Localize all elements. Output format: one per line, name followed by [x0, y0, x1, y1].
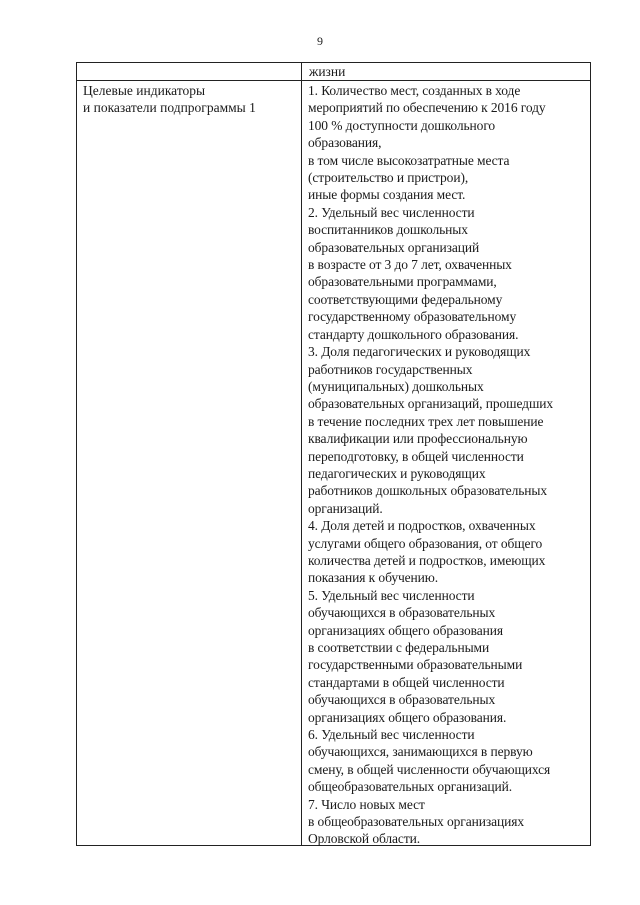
continuation-text: жизни	[309, 64, 346, 79]
indicator-text-line: работников государственных	[308, 361, 473, 377]
indicator-text-line: 6. Удельный вес численности	[308, 727, 475, 743]
indicator-text-line: обучающихся в образовательных	[308, 605, 496, 621]
indicator-text-line: 100 % доступности дошкольного	[308, 117, 496, 133]
indicator-text-line: организаций.	[308, 500, 383, 516]
indicator-text-line: соответствующими федеральному	[308, 291, 503, 307]
indicator-text-line: 7. Число новых мест	[308, 796, 425, 812]
indicator-text-line: воспитанников дошкольных	[308, 222, 468, 238]
indicator-text-line: услугами общего образования, от общего	[308, 535, 543, 551]
indicator-text-line: работников дошкольных образовательных	[308, 483, 548, 499]
indicator-text-line: мероприятий по обеспечению к 2016 году	[308, 100, 546, 116]
indicator-text-line: (строительство и пристрои),	[308, 170, 469, 186]
indicator-text-line: государственными образовательными	[308, 657, 523, 673]
indicator-text-line: смену, в общей численности обучающихся	[308, 761, 551, 777]
indicator-text-line: 3. Доля педагогических и руководящих	[308, 344, 531, 360]
indicator-text-line: в возрасте от 3 до 7 лет, охваченных	[308, 257, 512, 273]
indicator-text-line: образовательных организаций	[308, 239, 480, 255]
subprogram-table	[76, 62, 591, 846]
page-number: 9	[317, 34, 323, 48]
indicator-text-line: образовательными программами,	[308, 274, 497, 290]
indicator-text-line: количества детей и подростков, имеющих	[308, 552, 546, 568]
indicator-text-line: стандартами в общей численности	[308, 674, 505, 690]
label-line: Целевые индикаторы	[83, 83, 206, 98]
indicator-text-line: организациях общего образования.	[308, 709, 507, 725]
indicator-text-line: 5. Удельный вес численности	[308, 587, 475, 603]
indicators-list-cell	[308, 82, 590, 848]
indicator-text-line: квалификации или профессиональную	[308, 431, 528, 447]
indicator-text-line: в общеобразовательных организациях	[308, 814, 524, 830]
indicator-text-line: в том числе высокозатратные места	[308, 152, 510, 168]
label-line: и показатели подпрограммы 1	[83, 100, 256, 116]
indicator-text-line: 1. Количество мест, созданных в ходе	[308, 83, 521, 98]
indicator-text-line: организациях общего образования	[308, 622, 504, 638]
column-divider	[301, 63, 302, 845]
indicator-text-line: 2. Удельный вес численности	[308, 204, 475, 220]
indicator-text-line: в соответствии с федеральными	[308, 640, 490, 655]
indicator-text-line: иные формы создания мест.	[308, 187, 466, 203]
indicator-text-line: образовательных организаций, прошедших	[308, 396, 554, 412]
indicator-text-line: общеобразовательных организаций.	[308, 779, 513, 795]
indicator-text-line: Орловской области.	[308, 831, 421, 847]
indicator-text-line: обучающихся в образовательных	[308, 692, 496, 708]
indicator-text-line: обучающихся, занимающихся в первую	[308, 744, 533, 760]
indicator-text-line: образования,	[308, 135, 382, 151]
indicator-text-line: государственному образовательному	[308, 309, 517, 325]
indicator-text-line: показания к обучению.	[308, 570, 439, 586]
indicator-text-line: 4. Доля детей и подростков, охваченных	[308, 518, 536, 534]
indicator-text-line: педагогических и руководящих	[308, 465, 486, 481]
indicator-text-line: в течение последних трех лет повышение	[308, 413, 544, 429]
indicators-label-cell	[83, 82, 295, 117]
indicator-text-line: (муниципальных) дошкольных	[308, 378, 484, 394]
indicator-text-line: переподготовку, в общей численности	[308, 448, 524, 464]
indicator-text-line: стандарту дошкольного образования.	[308, 326, 519, 342]
